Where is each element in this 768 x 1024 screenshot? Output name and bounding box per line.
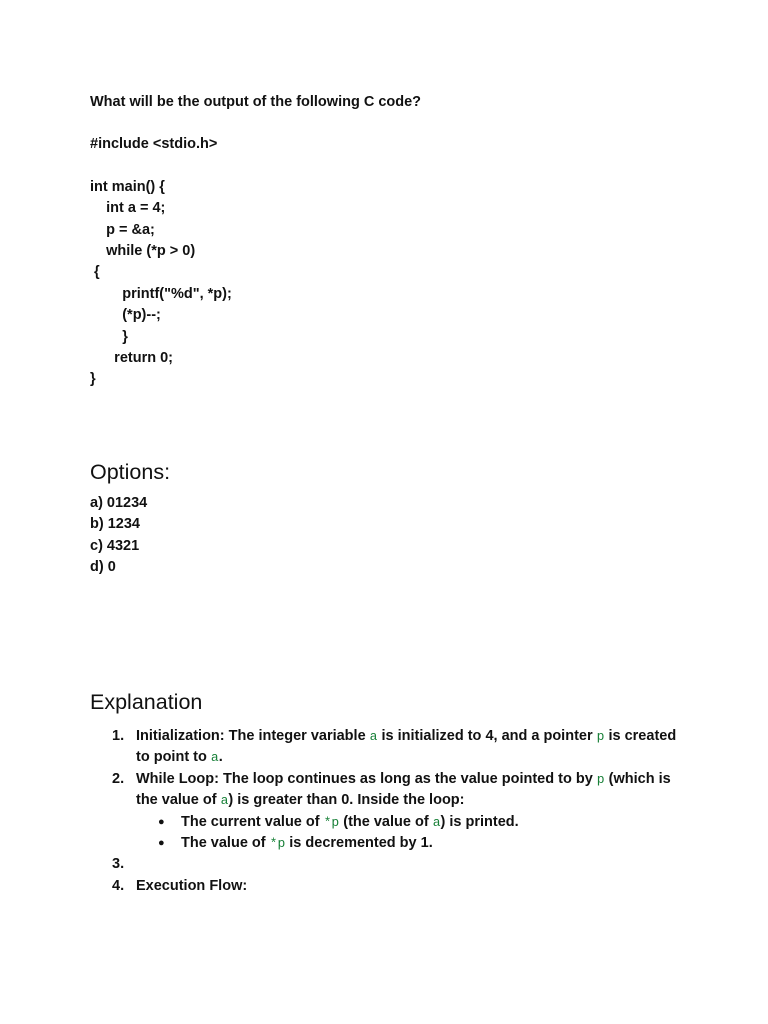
inline-code: a [210, 750, 219, 766]
explanation-text: ) is printed. [440, 813, 519, 830]
explanation-text: The current value of [181, 813, 324, 830]
code-line [90, 155, 232, 176]
inline-code: a [432, 814, 441, 830]
code-line: } [90, 328, 128, 345]
inline-code: a [220, 793, 229, 809]
explanation-text: Initialization: The integer variable [136, 728, 370, 744]
list-number: 2. [112, 770, 125, 787]
bullet-icon: ● [158, 815, 165, 828]
option-item: d) 0 [90, 559, 116, 576]
option-item: a) 01234 [90, 495, 148, 511]
list-number: 1. [112, 728, 125, 744]
code-line: p = &a; [90, 221, 155, 238]
code-line: while (*p > 0) [90, 242, 196, 259]
explanation-item [90, 854, 690, 875]
explanation-text: is initialized to 4, and a pointer [377, 728, 597, 744]
explanation-sub-item [136, 833, 690, 854]
code-line: return 0; [90, 349, 173, 366]
bullet-icon: ● [158, 837, 165, 850]
explanation-item [90, 726, 690, 769]
explanation-text: Execution Flow: [136, 877, 248, 894]
explanation-heading: Explanation [90, 690, 203, 714]
explanation-text: is created to point to [136, 728, 677, 766]
explanation-text: (the value of [339, 813, 433, 830]
explanation-item [90, 769, 690, 855]
inline-code: p [596, 771, 605, 787]
explanation-sub-item [136, 812, 690, 833]
explanation-text: (which is the value of [136, 770, 671, 809]
explanation-list [90, 726, 690, 897]
code-line: (*p)--; [90, 307, 161, 324]
code-line: #include <stdio.h> [90, 136, 218, 152]
question-text: What will be the output of the following C code? [90, 94, 422, 110]
options-list [90, 493, 147, 579]
explanation-text: While Loop: The loop continues as long as the value pointed to by [136, 770, 597, 787]
inline-code: p [596, 729, 605, 744]
code-snippet [90, 134, 232, 391]
code-line: } [90, 371, 96, 388]
explanation-text: is decremented by 1. [285, 835, 433, 852]
code-line: int main() { [90, 178, 165, 195]
list-number: 4. [112, 877, 125, 894]
inline-code: *p [269, 836, 286, 852]
code-line: printf("%d", *p); [90, 285, 232, 302]
option-item: b) 1234 [90, 516, 140, 533]
explanation-text: . [218, 749, 223, 766]
explanation-sub-list [136, 812, 690, 855]
explanation-text: ) is greater than 0. Inside the loop: [228, 792, 465, 809]
options-heading: Options: [90, 460, 171, 484]
inline-code: a [369, 729, 378, 744]
inline-code: *p [323, 814, 340, 830]
code-line: int a = 4; [90, 200, 166, 217]
explanation-item [90, 876, 690, 897]
explanation-text: The value of [181, 835, 270, 852]
list-number: 3. [112, 856, 125, 873]
option-item: c) 4321 [90, 537, 140, 554]
code-line: { [90, 264, 100, 281]
